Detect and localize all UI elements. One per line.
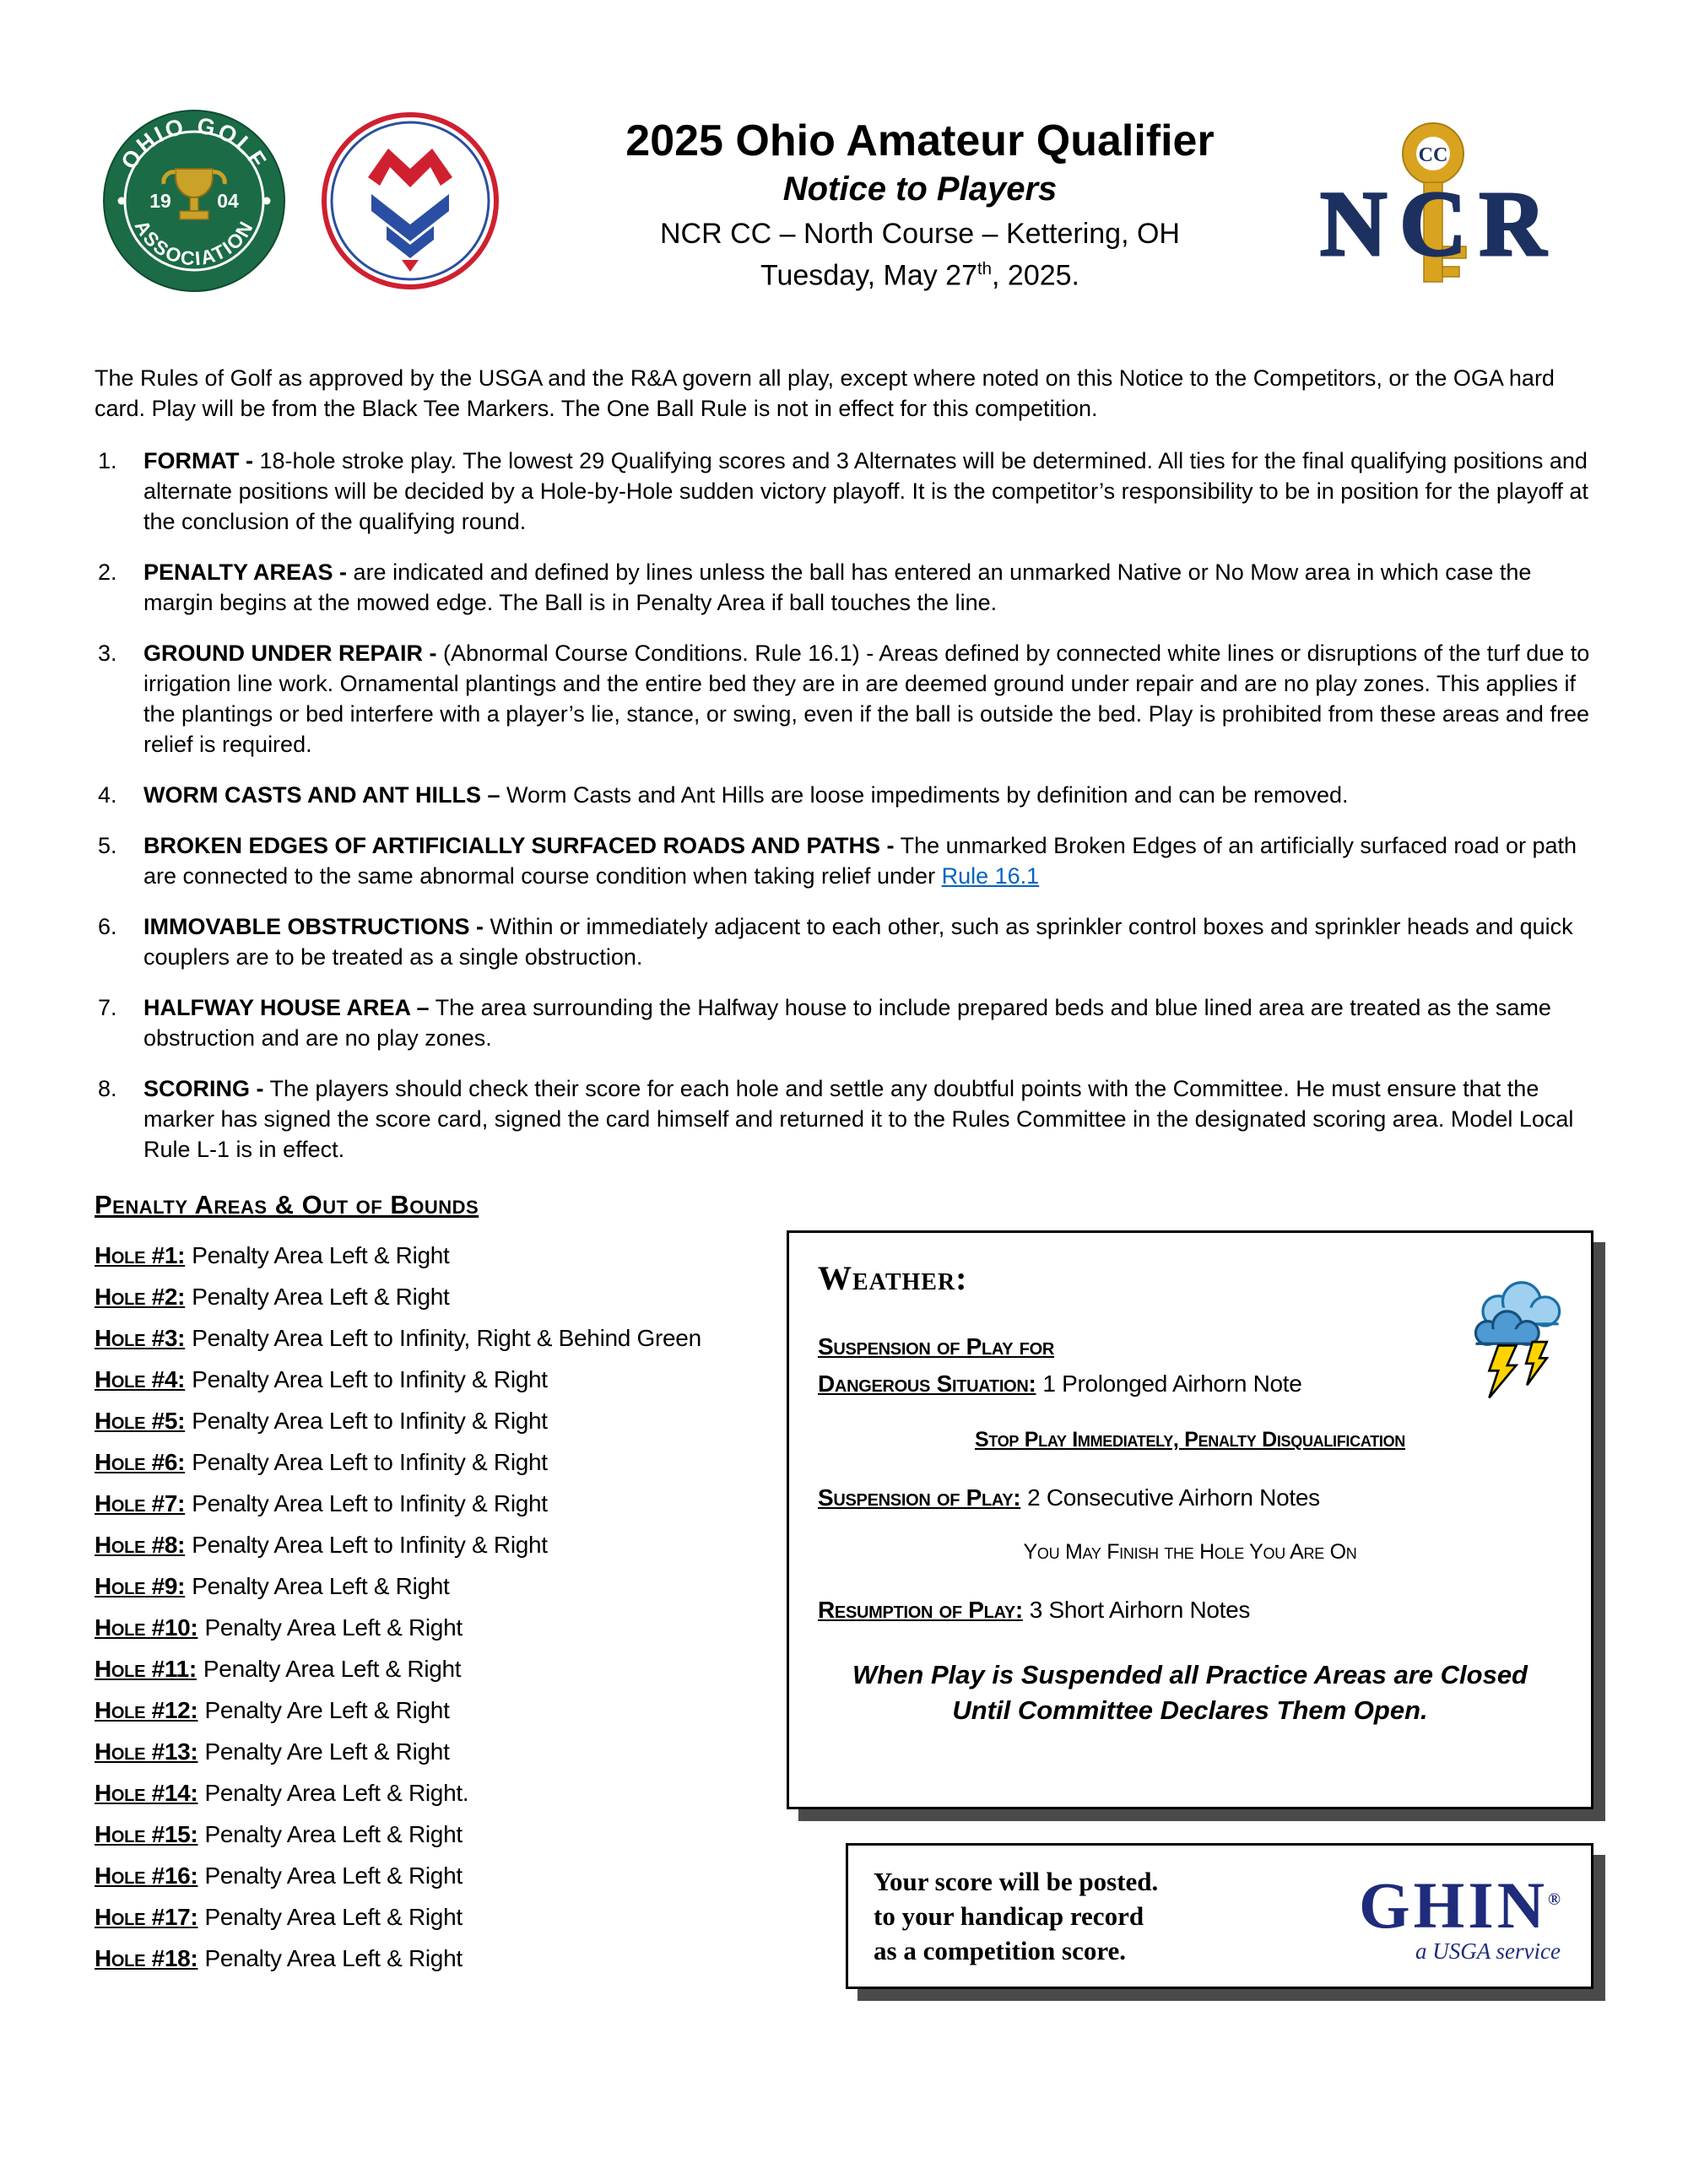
hole-row	[95, 1780, 770, 1821]
rule-item-immovable-obstructions	[95, 911, 1593, 972]
penalty-areas-column	[95, 1185, 770, 1987]
hole-label: Hole #1:	[95, 1242, 186, 1268]
rules-list	[95, 446, 1593, 1165]
rule-body: 18-hole stroke play. The lowest 29 Qualifying scores and 3 Alternates will be determined. All ties for the final qualifying positions and alternate positions will be decided by a Hole-by-Hole sudden victory playoff. It is the competitor’s responsibility to be in position for the playoff at the conclusion of the qualifying round.	[143, 448, 1588, 534]
rule-number: 6.	[98, 914, 117, 939]
hole-label: Hole #15:	[95, 1821, 198, 1847]
rule-body: are indicated and defined by lines unless the ball has entered an unmarked Native or No Mow area in which case the margin begins at the mowed edge. The Ball is in Penalty Area if ball touches the line.	[143, 560, 1532, 615]
oga-year-left: 19	[149, 190, 171, 212]
hole-desc: Penalty Area Left & Right	[204, 1945, 463, 1971]
hole-row	[95, 1945, 770, 1987]
rule-16-1-link[interactable]: Rule 16.1	[941, 863, 1040, 889]
dangerous-situation-line: Dangerous Situation: 1 Prolonged Airhorn Note	[818, 1370, 1302, 1397]
rule-body: Worm Casts and Ant Hills are loose impediments by definition and can be removed.	[506, 782, 1349, 808]
hole-label: Hole #8:	[95, 1532, 186, 1558]
rule-body: (Abnormal Course Conditions. Rule 16.1) - Areas defined by connected white lines or disruptions of the turf due to irrigation line work. Ornamental plantings and the entire bed they are in are deemed ground under repair and are no play zones. This applies if the plantings or bed interfere with a player’s lie, stance, or swing, even if the ball is outside the bed. Play is prohibited from these areas and free relief is required.	[143, 641, 1590, 757]
rule-number: 7.	[98, 995, 117, 1020]
hole-label: Hole #3:	[95, 1325, 186, 1351]
holes-list	[95, 1242, 770, 1987]
rule-body: The players should check their score for each hole and settle any doubtful points with the Committee. He must ensure that the marker has signed the score card, signed the card himself and returned it to the Rules Committee in the designated scoring area. Model Local Rule L-1 is in effect.	[143, 1076, 1574, 1162]
rule-title: FORMAT -	[143, 448, 253, 473]
hole-row	[95, 1656, 770, 1697]
hole-label: Hole #16:	[95, 1862, 198, 1889]
mvl-logo-icon	[321, 111, 500, 290]
hole-row	[95, 1366, 770, 1408]
hole-row	[95, 1284, 770, 1325]
hole-label: Hole #9:	[95, 1573, 186, 1599]
hole-row	[95, 1490, 770, 1532]
hole-row	[95, 1325, 770, 1366]
stop-play-line: Stop Play Immediately, Penalty Disqualification	[974, 1428, 1405, 1451]
hole-label: Hole #10:	[95, 1614, 198, 1641]
suspension-of-play-line: Suspension of Play: 2 Consecutive Airhorn Notes	[818, 1484, 1320, 1511]
lightning-icon	[1526, 1342, 1547, 1385]
hole-row	[95, 1242, 770, 1284]
hole-label: Hole #6:	[95, 1449, 186, 1475]
hole-desc: Penalty Area Left to Infinity & Right	[192, 1449, 548, 1475]
intro-paragraph: The Rules of Golf as approved by the USGA and the R&A govern all play, except where noted on this Notice to the Competitors, or the OGA hard card. Play will be from the Black Tee Markers. The One Ball Rule is not in effect for this competition.	[95, 365, 1555, 421]
ghin-score-note: Your score will be posted. to your handicap record as a competition score.	[874, 1867, 1159, 1965]
hole-desc: Penalty Area Left to Infinity & Right	[192, 1490, 548, 1516]
ghin-wordmark: GHIN®	[1359, 1868, 1561, 1942]
rule-title: IMMOVABLE OBSTRUCTIONS -	[143, 914, 484, 939]
hole-row	[95, 1614, 770, 1656]
rule-number: 2.	[98, 560, 117, 585]
hole-desc: Penalty Area Left & Right	[192, 1573, 450, 1599]
date-main: Tuesday, May 27	[760, 259, 977, 292]
usga-service-tagline: a USGA service	[1415, 1938, 1561, 1964]
rule-item-scoring	[95, 1073, 1593, 1165]
hole-label: Hole #5:	[95, 1408, 186, 1434]
hole-desc: Penalty Are Left & Right	[204, 1738, 450, 1765]
weather-column	[787, 1185, 1593, 1989]
ghin-box	[846, 1843, 1593, 1989]
lightning-icon	[1489, 1345, 1516, 1397]
penalty-areas-heading: Penalty Areas & Out of Bounds	[95, 1190, 479, 1219]
rule-item-halfway-house	[95, 992, 1593, 1053]
hole-desc: Penalty Area Left to Infinity & Right	[192, 1408, 548, 1434]
rule-title: BROKEN EDGES OF ARTIFICIALLY SURFACED ROADS AND PATHS -	[143, 833, 895, 858]
rule-body: The area surrounding the Halfway house to include prepared beds and blue lined area are treated as the same obstruction and are no play zones.	[143, 995, 1551, 1051]
rule-item-format	[95, 446, 1593, 537]
rule-title: SCORING -	[143, 1076, 264, 1101]
penalty-and-weather-section	[95, 1185, 1593, 1989]
hole-row	[95, 1738, 770, 1780]
hole-label: Hole #7:	[95, 1490, 186, 1516]
ncr-logo-icon	[1315, 118, 1551, 304]
hole-label: Hole #12:	[95, 1697, 198, 1723]
finish-hole-line: You May Finish the Hole You Are On	[1023, 1540, 1357, 1564]
hole-desc: Penalty Area Left & Right	[204, 1821, 463, 1847]
hole-row	[95, 1904, 770, 1945]
resumption-of-play-line: Resumption of Play: 3 Short Airhorn Notes	[818, 1597, 1251, 1623]
date-ordinal: th	[977, 260, 993, 278]
hole-label: Hole #2:	[95, 1284, 186, 1310]
date-tail: , 2025.	[992, 259, 1079, 292]
hole-label: Hole #11:	[95, 1656, 197, 1682]
hole-row	[95, 1573, 770, 1614]
rule-number: 4.	[98, 782, 117, 808]
rule-title: PENALTY AREAS -	[143, 560, 348, 585]
hole-desc: Penalty Area Left to Infinity & Right	[192, 1532, 548, 1558]
oga-year-right: 04	[217, 190, 239, 212]
hole-row	[95, 1408, 770, 1449]
hole-row	[95, 1532, 770, 1573]
rule-number: 8.	[98, 1076, 117, 1101]
hole-desc: Penalty Area Left & Right	[204, 1862, 463, 1889]
rule-body: Within or immediately adjacent to each other, such as sprinkler control boxes and sprinkler heads and quick couplers are to be treated as a single obstruction.	[143, 914, 1573, 970]
hole-desc: Penalty Area Left & Right	[204, 1904, 463, 1930]
practice-areas-closed-note: When Play is Suspended all Practice Areas are Closed Until Committee Declares Them Open.	[852, 1660, 1528, 1725]
hole-desc: Penalty Area Left & Right.	[204, 1780, 469, 1806]
rule-item-broken-edges	[95, 830, 1593, 891]
hole-row	[95, 1821, 770, 1862]
oga-bottom-text: ASSOCIATION	[130, 216, 258, 270]
ncr-bow-text: CC	[1418, 144, 1448, 166]
hole-desc: Penalty Area Left & Right	[203, 1656, 462, 1682]
hole-label: Hole #18:	[95, 1945, 198, 1971]
rule-title: HALFWAY HOUSE AREA –	[143, 995, 430, 1020]
hole-label: Hole #13:	[95, 1738, 198, 1765]
hole-row	[95, 1449, 770, 1490]
suspension-for-line: Suspension of Play for	[818, 1333, 1055, 1360]
registered-mark: ®	[1548, 1889, 1561, 1909]
ohio-golf-association-logo-icon	[101, 108, 287, 294]
hole-label: Hole #14:	[95, 1780, 198, 1806]
weather-title: Weather:	[818, 1259, 968, 1297]
hole-desc: Penalty Area Left & Right	[192, 1284, 450, 1310]
page-subtitle: Notice to Players	[782, 170, 1058, 208]
oga-top-text: OHIO GOLF	[116, 112, 273, 174]
rule-body: The unmarked Broken Edges of an artificially surfaced road or path are connected to the same abnormal course condition when taking relief under	[143, 833, 1577, 889]
ghin-logo	[1359, 1868, 1566, 1965]
rule-number: 5.	[98, 833, 117, 858]
hole-label: Hole #4:	[95, 1366, 186, 1392]
page-title: 2025 Ohio Amateur Qualifier	[625, 116, 1215, 165]
rule-item-ground-under-repair	[95, 638, 1593, 760]
venue-line: NCR CC – North Course – Kettering, OH	[660, 218, 1180, 250]
rule-item-worm-casts	[95, 780, 1593, 810]
hole-desc: Penalty Are Left & Right	[204, 1697, 450, 1723]
ncr-wordmark: NCR	[1320, 172, 1546, 275]
rule-number: 1.	[98, 448, 117, 473]
hole-label: Hole #17:	[95, 1904, 198, 1930]
rule-item-penalty-areas	[95, 557, 1593, 618]
rule-title: GROUND UNDER REPAIR -	[143, 641, 437, 666]
weather-box	[787, 1230, 1593, 1809]
storm-cloud-icon	[1442, 1277, 1577, 1403]
hole-row	[95, 1862, 770, 1904]
hole-desc: Penalty Area Left to Infinity & Right	[192, 1366, 548, 1392]
hole-row	[95, 1697, 770, 1738]
rule-number: 3.	[98, 641, 117, 666]
document-header	[95, 0, 1593, 338]
rule-title: WORM CASTS AND ANT HILLS –	[143, 782, 500, 808]
hole-desc: Penalty Area Left to Infinity, Right & Behind Green	[192, 1325, 701, 1351]
hole-desc: Penalty Area Left & Right	[192, 1242, 450, 1268]
hole-desc: Penalty Area Left & Right	[204, 1614, 463, 1641]
